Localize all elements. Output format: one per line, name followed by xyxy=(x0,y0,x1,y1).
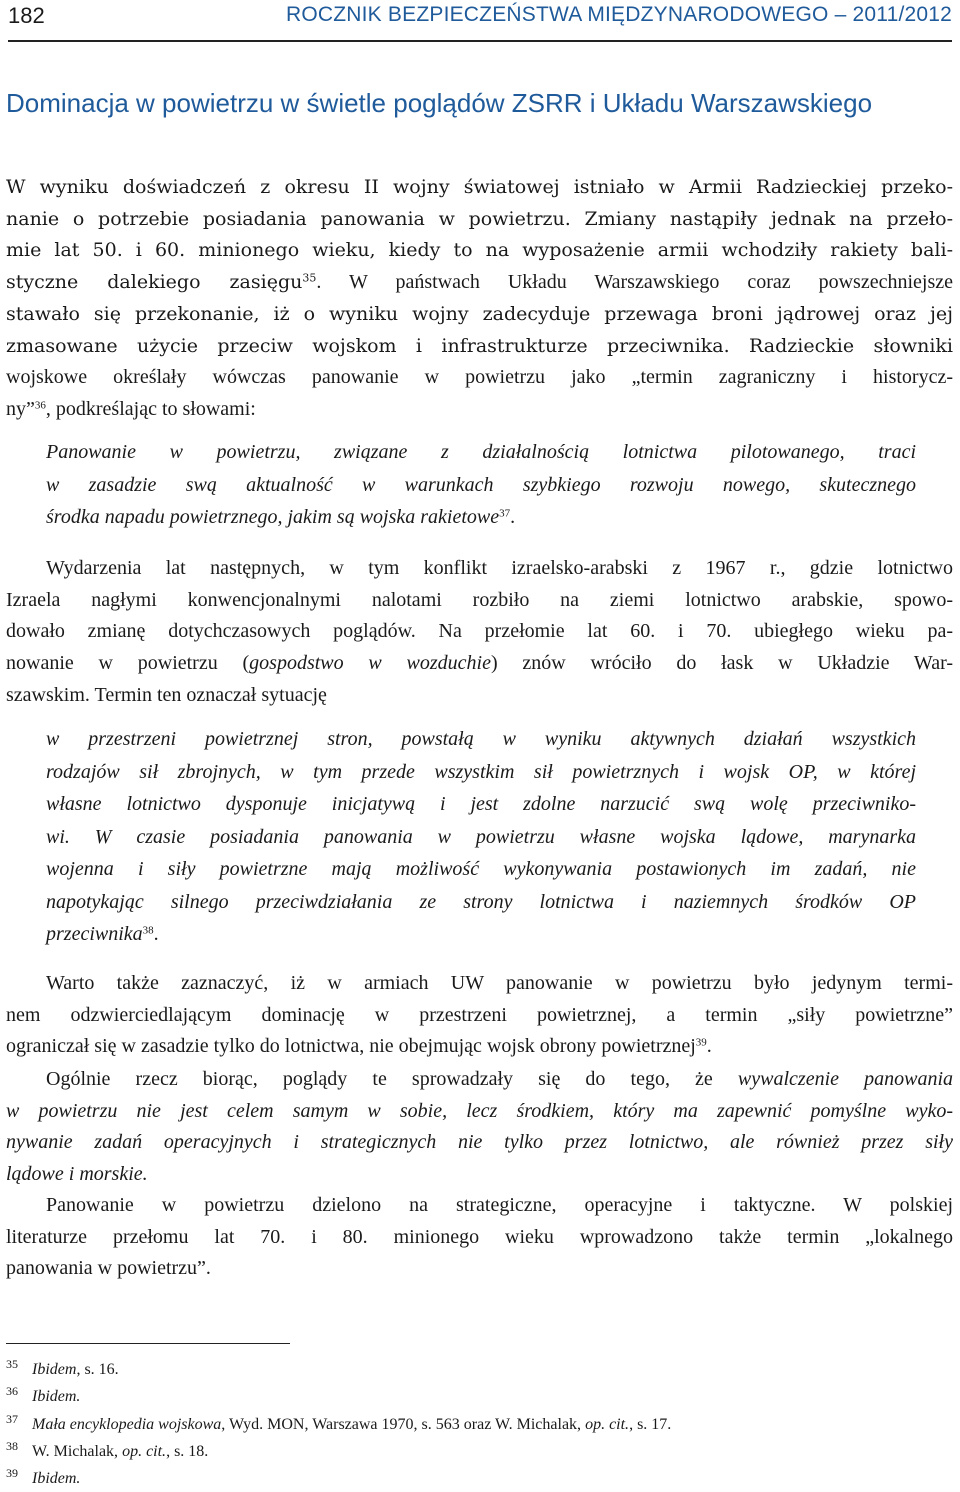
footnote-italic: op. cit. xyxy=(122,1442,167,1460)
quote-line: w przestrzeni powietrznej stron, powstałą w wyniku aktywnych działań wszystkich xyxy=(46,728,916,750)
text-line xyxy=(6,1031,953,1063)
footnote-italic: Ibidem. xyxy=(32,1388,81,1406)
footnote-ref-35[interactable]: 35 xyxy=(302,271,317,285)
text-line xyxy=(6,1064,953,1096)
text-run: ny” xyxy=(6,397,35,420)
text-run-italic: wywalczenie panowania xyxy=(737,1068,954,1090)
footnotes xyxy=(6,1351,946,1487)
footnote-ref-38[interactable]: 38 xyxy=(142,924,154,937)
paragraph-3 xyxy=(6,968,953,1063)
footnote-number: 38 xyxy=(6,1438,18,1453)
text-line: literaturze przełomu lat 70. i 80. minionego wieku wprowadzono także termin „lokalnego xyxy=(6,1225,953,1248)
text-run: ) znów wróciło do łask w Układzie War- xyxy=(490,652,953,675)
page-header xyxy=(8,0,952,44)
quote-line: napotykając silnego przeciwdziałania ze strony lotnictwa i naziemnych środków OP xyxy=(46,890,916,913)
quote-line: w zasadzie swą aktualność w warunkach szybkiego rozwoju nowego, skutecznego xyxy=(46,473,916,496)
text-run: przeciwnika xyxy=(46,923,143,945)
footnote-italic: Ibidem xyxy=(32,1361,77,1378)
footnote-rule xyxy=(6,1343,290,1344)
footnote-number: 37 xyxy=(6,1411,18,1426)
footnote-text: , Wyd. MON, Warszawa 1970, s. 563 oraz W. Michalak, xyxy=(221,1415,586,1433)
text-run: . xyxy=(706,1035,712,1058)
text-run: ograniczał się w zasadzie tylko do lotnictwa, nie obejmując wojsk obrony powietrznej xyxy=(6,1035,696,1058)
footnote-ref-36[interactable]: 36 xyxy=(34,399,46,412)
quote-line: Panowanie w powietrzu, związane z działalnością lotnictwa pilotowanego, traci xyxy=(46,441,916,463)
paragraph-5 xyxy=(6,1190,953,1285)
text-line: szawskim. Termin ten oznaczał sytuację xyxy=(6,683,327,706)
footnote-number: 36 xyxy=(6,1384,18,1399)
text-run: środka napadu powietrznego, jakim są wojska rakietowe xyxy=(46,506,500,528)
text-line: mie lat 50. i 60. minionego wieku, kiedy to na wyposażenie armii wchodziły rakiety bali- xyxy=(6,239,953,262)
text-line: nem odzwierciedlającym dominację w przestrzeni powietrznej, a termin „siły powietrzne” xyxy=(6,1003,953,1026)
text-line: Panowanie w powietrzu dzielono na strategiczne, operacyjne i taktyczne. W polskiej xyxy=(46,1194,953,1216)
footnote-text: , s. 16. xyxy=(76,1361,119,1378)
text-line: Izraela nagłymi konwencjonalnymi nalotami rozbiło na ziemi lotnictwo arabskie, spowo- xyxy=(6,588,953,611)
footnote-36 xyxy=(6,1378,946,1405)
footnote-39 xyxy=(6,1460,946,1487)
text-line: lądowe i morskie. xyxy=(6,1163,148,1186)
text-run: styczne dalekiego zasięgu xyxy=(6,271,303,294)
running-head: ROCZNIK BEZPIECZEŃSTWA MIĘDZYNARODOWEGO – 2011/2012 xyxy=(285,3,952,26)
footnote-number: 39 xyxy=(6,1466,18,1481)
footnote-text: W. Michalak, xyxy=(32,1442,123,1460)
footnote-ref-39[interactable]: 39 xyxy=(695,1036,707,1049)
quote-line: wojenna i siły powietrzne mają możliwość wykonywania postawionych im zadań, nie xyxy=(46,858,916,880)
footnote-number: 35 xyxy=(6,1357,18,1371)
section-title: Dominacja w powietrzu w świetle poglądów ZSRR i Układu Warszawskiego xyxy=(6,88,873,118)
footnote-ref-37[interactable]: 37 xyxy=(499,507,511,520)
text-run-italic: gospodstwo w wozduchie xyxy=(249,652,491,675)
text-run: Ogólnie rzecz biorąc, poglądy te sprowadzały się do tego, że xyxy=(46,1068,738,1090)
header-rule xyxy=(8,40,952,42)
text-line xyxy=(6,267,953,299)
text-line: w powietrzu nie jest celem samym w sobie, lecz środkiem, który ma zapewnić pomyślne wyko- xyxy=(6,1099,953,1122)
footnote-italic: Ibidem. xyxy=(32,1470,81,1488)
text-line: wojskowe określały wówczas panowanie w powietrzu jako „termin zagraniczny i historycz- xyxy=(6,366,953,389)
quote-line: własne lotnictwo dysponuje inicjatywą i jest zdolne narzucić swą wolę przeciwniko- xyxy=(46,793,916,815)
text-line: dowało zmianę dotychczasowych poglądów. Na przełomie lat 60. i 70. ubiegłego wieku pa- xyxy=(6,620,953,643)
text-run: . W państwach Układu Warszawskiego coraz powszechniejsze xyxy=(316,271,953,294)
text-line: zmasowane użycie przeciw wojskom i infrastrukturze przeciwnika. Radzieckie słowniki xyxy=(6,334,953,357)
text-line xyxy=(6,394,953,426)
text-line: W wyniku doświadczeń z okresu II wojny światowej istniało w Armii Radzieckiej przeko- xyxy=(6,176,953,198)
quote-line xyxy=(46,501,916,534)
quote-line: rodzajów sił zbrojnych, w tym przede wszystkim sił powietrznych i wojsk OP, w której xyxy=(46,760,916,783)
text-run: , podkreślając to słowami: xyxy=(45,397,256,420)
footnote-text: , s. 18. xyxy=(166,1442,209,1460)
text-line: nywanie zadań operacyjnych i strategicznych nie tylko przez lotnictwo, ale również przez siły xyxy=(6,1131,953,1154)
footnote-italic: op. cit. xyxy=(585,1415,630,1433)
quote-line xyxy=(46,918,916,951)
text-line: panowania w powietrzu”. xyxy=(6,1257,211,1280)
page-number: 182 xyxy=(8,3,45,28)
quote-line: wi. W czasie posiadania panowania w powietrzu własne wojska lądowe, marynarka xyxy=(46,825,916,848)
footnote-37 xyxy=(6,1406,946,1433)
paragraph-2 xyxy=(6,553,953,712)
block-quote-1 xyxy=(46,436,916,534)
text-run: nowanie w powietrzu ( xyxy=(6,652,250,675)
footnote-italic: Mała encyklopedia wojskowa xyxy=(32,1415,222,1433)
block-quote-2 xyxy=(46,723,916,951)
footnote-35 xyxy=(6,1351,946,1378)
text-line: stawało się przekonanie, iż o wyniku wojny zadecyduje przewaga broni jądrowej oraz jej xyxy=(6,302,953,325)
text-run: . xyxy=(510,506,516,528)
footnote-text: , s. 17. xyxy=(629,1415,672,1433)
text-line: nanie o potrzebie posiadania panowania w powietrzu. Zmiany nastąpiły jednak na przeło- xyxy=(6,207,953,230)
footnote-38 xyxy=(6,1433,946,1460)
text-run: . xyxy=(153,923,159,945)
text-line: Wydarzenia lat następnych, w tym konflikt izraelsko-arabski z 1967 r., gdzie lotnictwo xyxy=(46,557,953,579)
paragraph-1 xyxy=(6,172,953,426)
paragraph-4 xyxy=(6,1064,953,1191)
text-line: Warto także zaznaczyć, iż w armiach UW panowanie w powietrzu było jedynym termi- xyxy=(46,972,953,994)
text-line xyxy=(6,648,953,680)
